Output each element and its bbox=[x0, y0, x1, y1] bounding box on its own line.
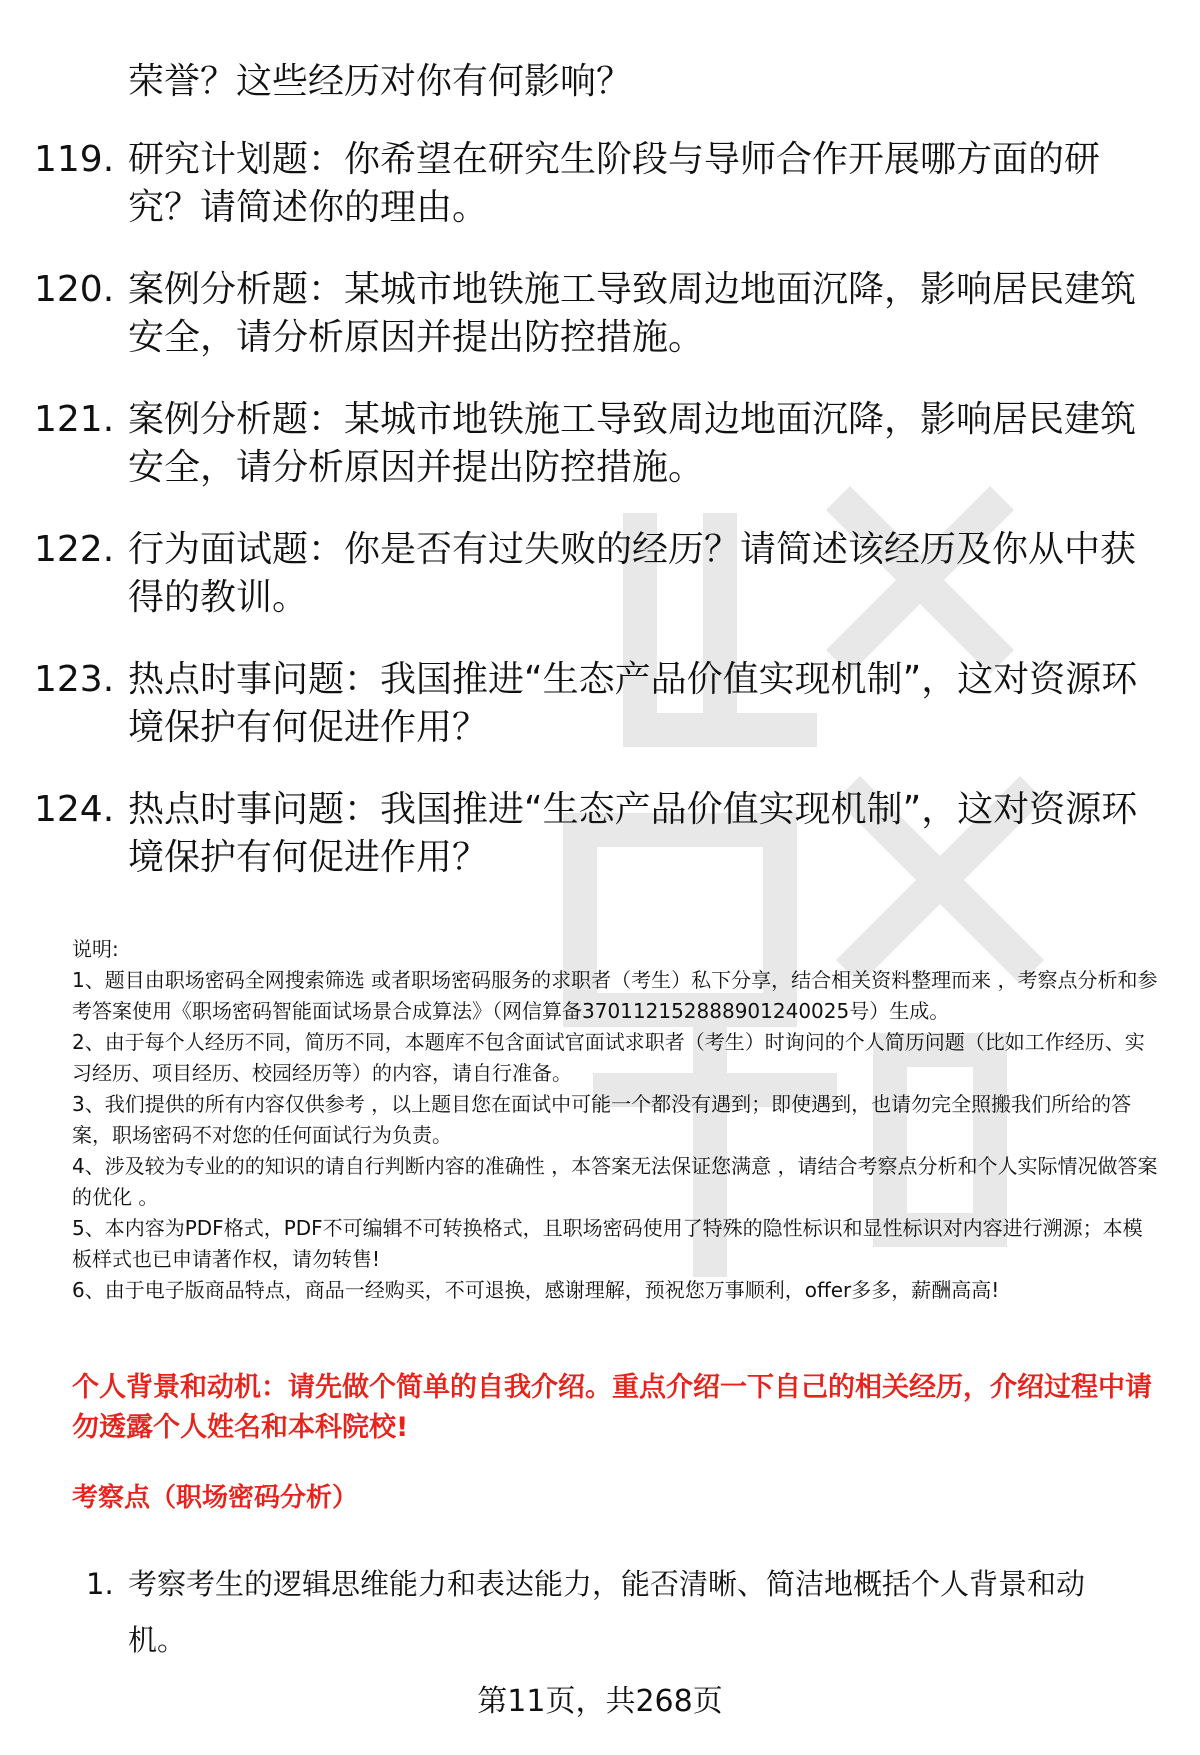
question-number: 123. bbox=[34, 659, 115, 700]
question-text: 案例分析题：某城市地铁施工导致周边地面沉降，影响居民建筑安全，请分析原因并提出防控措施。 bbox=[128, 399, 1137, 488]
notes-item: 6、由于电子版商品特点，商品一经购买，不可退换，感谢理解，预祝您万事顺利，offer多多，薪酬高高! bbox=[72, 1278, 1000, 1302]
notes-item: 5、本内容为PDF格式，PDF不可编辑不可转换格式，且职场密码使用了特殊的隐性标识和显性标识对内容进行溯源；本模板样式也已申请著作权，请勿转售! bbox=[72, 1216, 1143, 1271]
question-item bbox=[0, 526, 1200, 622]
question-list bbox=[0, 58, 1200, 916]
question-number: 124. bbox=[34, 789, 115, 830]
notes-item: 1、题目由职场密码全网搜索筛选 或者职场密码服务的求职者（考生）私下分享，结合相关资料整理而来 ，考察点分析和参考答案使用《职场密码智能面试场景合成算法》（网信算备370112152888901240025号）生成。 bbox=[72, 968, 1158, 1023]
question-item bbox=[0, 58, 1200, 106]
question-text: 热点时事问题：我国推进“生态产品价值实现机制”，这对资源环境保护有何促进作用？ bbox=[128, 659, 1138, 748]
point-text: 考察考生的逻辑思维能力和表达能力，能否清晰、简洁地概括个人背景和动机。 bbox=[128, 1567, 1086, 1657]
question-text: 行为面试题：你是否有过失败的经历？请简述该经历及你从中获得的教训。 bbox=[128, 529, 1137, 618]
question-number: 120. bbox=[34, 269, 115, 310]
question-item bbox=[0, 266, 1200, 362]
question-number: 122. bbox=[34, 529, 115, 570]
page-footer: 第11页，共268页 bbox=[477, 1684, 723, 1719]
question-item bbox=[0, 396, 1200, 492]
question-number: 119. bbox=[34, 139, 115, 180]
notes-title: 说明: bbox=[72, 937, 119, 961]
question-text: 研究计划题：你希望在研究生阶段与导师合作开展哪方面的研究？请简述你的理由。 bbox=[128, 139, 1101, 228]
analysis-point bbox=[0, 1556, 1200, 1668]
notes-item: 2、由于每个人经历不同，简历不同，本题库不包含面试官面试求职者（考生）时询问的个人简历问题（比如工作经历、实习经历、项目经历、校园经历等）的内容，请自行准备。 bbox=[72, 1030, 1145, 1085]
question-text: 案例分析题：某城市地铁施工导致周边地面沉降，影响居民建筑安全，请分析原因并提出防控措施。 bbox=[128, 269, 1137, 358]
question-text: 热点时事问题：我国推进“生态产品价值实现机制”，这对资源环境保护有何促进作用？ bbox=[128, 789, 1138, 878]
section-subheading: 考察点（职场密码分析） bbox=[72, 1483, 359, 1513]
question-text: 荣誉？这些经历对你有何影响？ bbox=[128, 61, 633, 102]
point-number: 1. bbox=[86, 1567, 114, 1601]
question-item bbox=[0, 136, 1200, 232]
notes-block bbox=[72, 934, 1162, 1306]
question-item bbox=[0, 656, 1200, 752]
question-number: 121. bbox=[34, 399, 115, 440]
question-item bbox=[0, 786, 1200, 882]
notes-item: 4、涉及较为专业的的知识的请自行判断内容的准确性 ，本答案无法保证您满意 ，请结合考察点分析和个人实际情况做答案的优化 。 bbox=[72, 1154, 1158, 1209]
notes-item: 3、我们提供的所有内容仅供参考 ，以上题目您在面试中可能一个都没有遇到；即使遇到，也请勿完全照搬我们所给的答案，职场密码不对您的任何面试行为负责。 bbox=[72, 1092, 1132, 1147]
section-heading: 个人背景和动机：请先做个简单的自我介绍。重点介绍一下自己的相关经历，介绍过程中请勿透露个人姓名和本科院校! bbox=[72, 1372, 1152, 1443]
